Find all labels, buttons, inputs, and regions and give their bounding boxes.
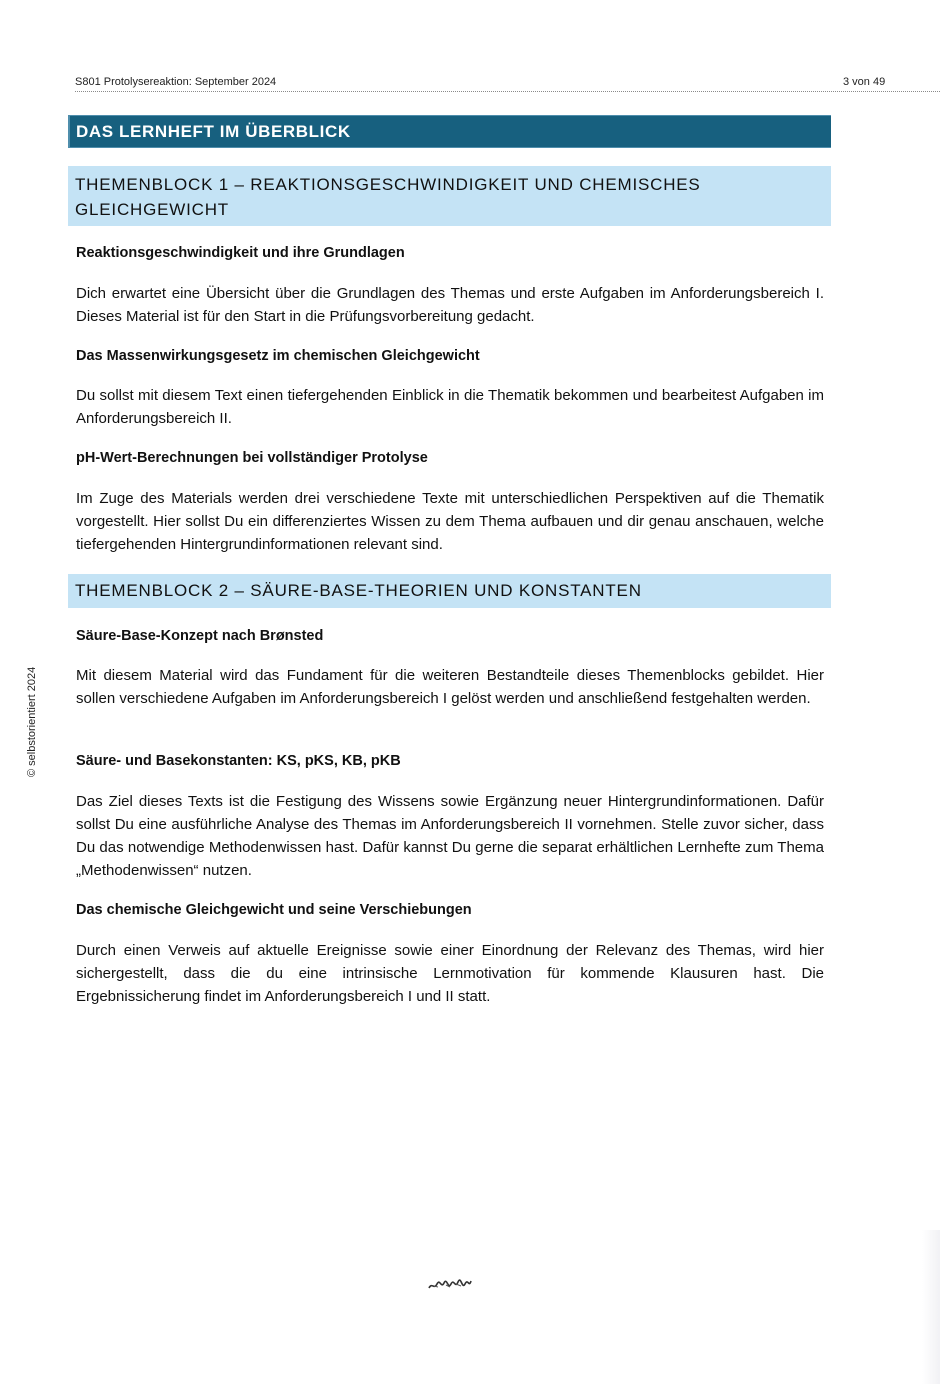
- section-heading: Säure- und Basekonstanten: KS, pKS, KB, pKB: [76, 753, 401, 769]
- section-heading: Das Massenwirkungsgesetz im chemischen Gleichgewicht: [76, 348, 480, 364]
- section-heading: Säure-Base-Konzept nach Brønsted: [76, 628, 324, 644]
- section-text: Dich erwartet eine Übersicht über die Grundlagen des Themas und erste Aufgaben im Anforderungsbereich I. Dieses Material ist für den Start in die Prüfungsvorbereitung gedacht.: [76, 285, 824, 325]
- block-2-header: THEMENBLOCK 2 – SÄURE-BASE-THEORIEN UND KONSTANTEN: [68, 574, 831, 608]
- page-indicator: 3 von 49: [843, 76, 886, 88]
- section-heading: Reaktionsgeschwindigkeit und ihre Grundlagen: [76, 245, 405, 261]
- section-text: Das Ziel dieses Texts ist die Festigung des Wissens sowie Ergänzung neuer Hintergrundinformationen. Dafür sollst Du eine ausführliche Analyse des Themas im Anforderungsbereich II vornehmen. Stelle zuvor sicher, dass Du das notwendige Methodenwissen hast. Dafür kannst Du gerne die separat erhältlichen Lernhefte zum Thema „Methodenwissen“ nutzen.: [76, 793, 824, 879]
- section-text: Mit diesem Material wird das Fundament für die weiteren Bestandteile dieses Themenblocks gebildet. Hier sollen verschiedene Aufgaben im Anforderungsbereich I gelöst werden und anschließend festgehalten werden.: [76, 667, 824, 707]
- section-text: Durch einen Verweis auf aktuelle Ereignisse sowie einer Einordnung der Relevanz des Themas, wird hier sichergestellt, dass die du eine intrinsische Lernmotivation für kommende Klausuren hast. Die Ergebnissicherung findet im Anforderungsbereich I und II statt.: [76, 942, 824, 1005]
- banner-title: DAS LERNHEFT IM ÜBERBLICK: [76, 122, 351, 141]
- overview-banner: [68, 115, 831, 148]
- copyright-notice: © selbstorientiert 2024: [26, 666, 38, 777]
- section-heading: pH-Wert-Berechnungen bei vollständiger Protolyse: [76, 450, 428, 466]
- running-header: [75, 76, 940, 92]
- section-text: Du sollst mit diesem Text einen tiefergehenden Einblick in die Thematik bekommen und bearbeitest Aufgaben im Anforderungsbereich II.: [76, 387, 824, 427]
- page-edge-shadow: [922, 1230, 940, 1384]
- section-text: Im Zuge des Materials werden drei verschiedene Texte mit unterschiedlichen Perspektiven auf die Thematik vorgestellt. Hier sollst Du ein differenziertes Wissen zu dem Thema aufbauen und dir genau anschauen, welche tiefergehenden Hintergrundinformationen relevant sind.: [76, 490, 824, 553]
- section-heading: Das chemische Gleichgewicht und seine Verschiebungen: [76, 902, 472, 918]
- signature-icon: [428, 1278, 472, 1292]
- block-1-header: THEMENBLOCK 1 – REAKTIONSGESCHWINDIGKEIT UND CHEMISCHES GLEICHGEWICHT: [68, 166, 831, 226]
- document-title: S801 Protolysereaktion: September 2024: [75, 76, 277, 88]
